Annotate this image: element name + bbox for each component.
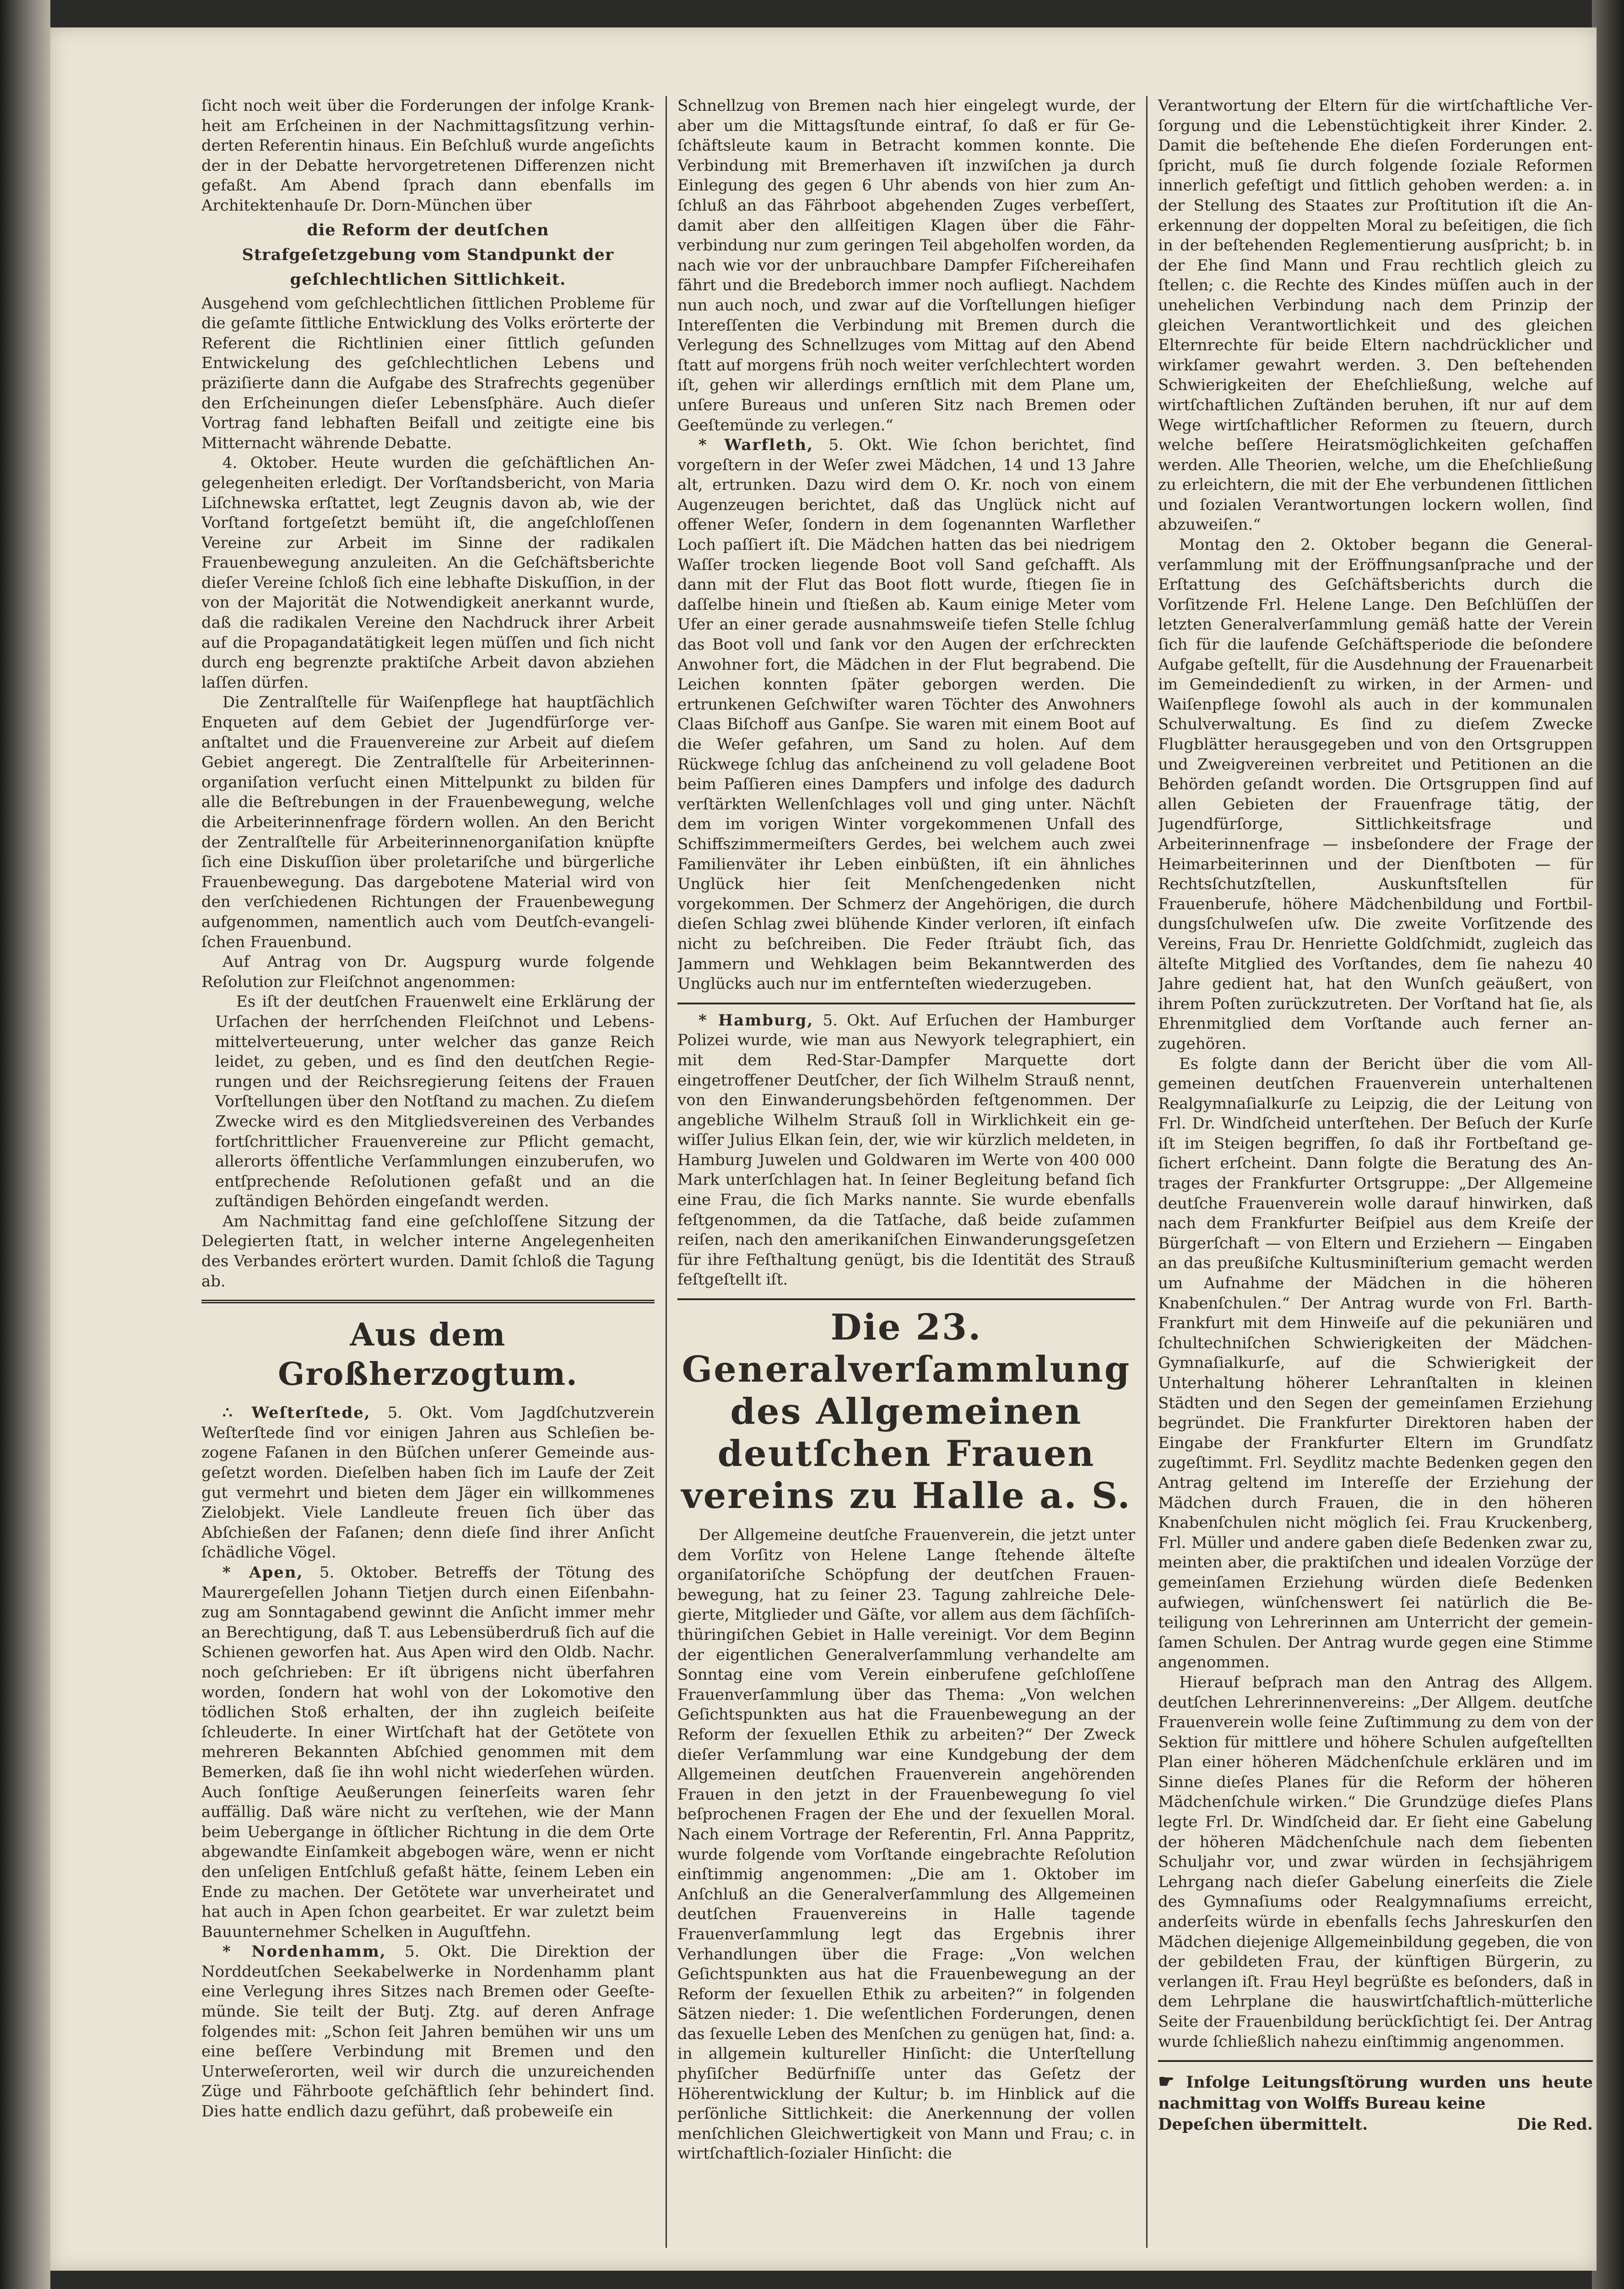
article-headline-line-1: Die 23. Generalverſammlung [682,1307,1131,1391]
paragraph: Hierauf beſprach man den Antrag des Allgem. deutſchen Lehrerinnenvereins: „Der Allgem. deutſche Frauenverein wolle ſeine Zuſtimmung zu dem von der Sektion für mittlere und höhere Schulen aufgeſtellten Plan einer höheren Mädchenſchule erklären und im Sinne dieſes Planes für die Reform der höheren Mädchenſchule wirken.“ Die Grundzüge dieſes Plans legte Frl. Dr. Windſcheid dar. Er ſieht eine Gabelung der höheren Mädchenſchule nach dem ſiebenten Schuljahr vor, und zwar würden in ſechsjährigem Lehrgang nach dieſer Gabelung einerſeits die Ziele des Gymnaſiums oder Realgymnaſiums erreicht, anderſeits würde in ebenfalls ſechs Jahreskurſen den Mädchen diejenige Allgemeinbildung gegeben, die von der gebildeten Frau, der künftigen Bürgerin, zu verlangen iſt. Frau Heyl begrüßte es beſonders, daß in dem Lehrplane die hauswirtſchaftlich-mütterliche Seite der Frauenbildung berückſichtigt ſei. Der Antrag wurde ſchließlich nahezu einſtimmig angenommen. [1158,1673,1593,2051]
item-divider [677,1003,1135,1004]
news-item-text: 5. Oktober. Betreffs der Tötung des Maurergeſellen Johann Tietjen durch einen Eiſenbahnzug am Sonntagabend gewinnt die Anſicht immer mehr an Berechtigung, daß T. aus Lebensüberdruß ſich auf die Schienen geworfen hat. Aus Apen wird den Oldb. Nachr. noch geſchrieben: Er iſt übrigens nicht überfahren worden, ſondern hat wohl von der Lokomotive den tödlichen Stoß erhalten, der ihn zugleich beiſeite ſchleuderte. In einer Wirtſchaft hat der Getötete von mehreren Bekannten Abſchied genommen mit dem Bemerken, daß ſie ihn wohl nicht wiederſehen würden. Auch ſonſtige Aeußerungen ſeinerſeits waren ſehr auffällig. Daß wäre nicht zu verſtehen, wie der Mann beim Uebergange in öſtlicher Richtung in die dem Orte abgewandte Einſamkeit abgebogen wäre, wenn er nicht den unſeligen Entſchluß gefaßt hätte, ſeinem Leben ein Ende zu machen. Der Getötete war unverheiratet und hat auch in Apen ſchon gearbeitet. Er war zuletzt beim Bauunternehmer Schelken in Auguſtfehn. [201,1563,655,1941]
news-item-text: 5. Okt. Vom Jagdſchutzverein Weſterſtede ſind vor einigen Jahren aus Schleſien bezogene Faſanen in den Büſchen unſerer Gemeinde ausgeſetzt worden. Dieſelben haben ſich im Laufe der Zeit gut vermehrt und bieten dem Jäger ein willkommenes Zielobjekt. Viele Landleute freuen ſich über das Abſchießen der Faſanen; denn dieſe ſind ihrer Anſicht ſchädliche Vögel. [201,1404,655,1562]
pointing-hand-icon: ☛ [1158,2071,1175,2093]
article-continuation: Verantwortung der Eltern für die wirtſchaftliche Verſorgung und die Lebenstüchtigkeit ihrer Kinder. 2. Damit die beſtehende Ehe dieſen Forderungen entſpricht, muß ſie durch folgende ſoziale Reformen innerlich gefeſtigt und ſittlich gehoben werden: a. in der Stellung des Staates zur Proſtitution iſt die Anerkennung der doppelten Moral zu beſeitigen, die ſich in der beſtehenden Reglementierung ausſpricht; b. in der Ehe ſind Mann und Frau rechtlich gleich zu ſtellen; c. die Rechte des Kindes müſſen auch in der unehelichen Verbindung nach dem Prinzip der gleichen Verantwortlichkeit und des gleichen Elternrechte für beide Eltern nachdrücklicher und wirkſamer gewahrt werden. 3. Den beſtehenden Schwierigkeiten der Eheſchließung, welche auf wirtſchaftlichen Zuſtänden beruhen, iſt nur auf dem Wege wirtſchaftlicher Reformen zu ſteuern, durch welche beſſere Heiratsmöglichkeiten geſchaffen werden. Alle Theorien, welche, um die Eheſchließung zu erleichtern, die mit der Ehe verbundenen ſittlichen und ſozialen Verantwortungen lockern wollen, ſind abzuweiſen.“ [1158,97,1593,534]
article-headline-line-3: vereins zu Halle a. S. [681,1475,1131,1517]
dateline-warfleth: * Warfleth, [698,436,813,455]
lecture-title-line-1: die Reform der deutſchen [307,220,549,239]
paragraph: Ausgehend vom geſchlechtlichen ſittlichen Probleme für die geſamte ſittliche Entwicklung des Volks erörterte der Referent die Richtlinien einer ſittlich geſunden Entwickelung des geſchlechtlichen Lebens und präziſierte dann die Aufgabe des Strafrechts gegenüber den Erſcheinungen dieſer Lebensſphäre. Auch dieſer Vortrag fand lebhaften Beifall und zeitigte eine bis Mitternacht währende Debatte. [201,294,655,452]
dateline-westerstede: ∴ Weſterſtede, [222,1404,371,1422]
editor-signature: Die Red. [1516,2115,1593,2134]
article-headline-line-2: des Allgemeinen deutſchen Frauen [717,1391,1095,1475]
paragraph: 4. Oktober. Heute wurden die geſchäftlichen Angelegenheiten erledigt. Der Vorſtandsbericht, von Maria Liſchnewska erſtattet, legt Zeugnis davon ab, wie der Vorſtand fortgeſetzt bemüht iſt, die angeſchloſſenen Vereine zur Arbeit im Sinne der radikalen Frauenbewegung anzuleiten. An die Geſchäftsberichte dieſer Vereine ſchloß ſich eine lebhafte Diskuſſion, in der von der Majorität die Notwendigkeit anerkannt wurde, daß die radikalen Vereine den Nachdruck ihrer Arbeit auf die Propagandatätigkeit legen müſſen und ſich nicht durch eng begrenzte praktiſche Arbeit davon abziehen laſſen dürfen. [201,454,655,692]
paragraph: Montag den 2. Oktober begann die Generalverſammlung mit der Eröffnungsanſprache und der Erſtattung des Geſchäftsberichts durch die Vorſitzende Frl. Helene Lange. Den Beſchlüſſen der letzten Generalverſammlung gemäß hatte der Verein ſich für die laufende Geſchäftsperiode die beſondere Aufgabe geſtellt, für die Ausdehnung der Frauenarbeit im Gemeindedienſt zu wirken, in der Armen- und Waiſenpflege ſowohl als auch in der kommunalen Schulverwaltung. Es ſind zu dieſem Zwecke Flugblätter herausgegeben und von den Ortsgruppen und Zweigvereinen verbreitet und Petitionen an die Behörden geſandt worden. Die Ortsgruppen ſind auf allen Gebieten der Frauenfrage tätig, der Jugendfürſorge, Sittlichkeitsfrage und Arbeiterinnenfrage — insbeſondere der Frage der Heimarbeiterinnen und der Dienſtboten — für Rechtsſchutzſtellen, Auskunftsſtellen für Frauenberufe, höhere Mädchenbildung und Fortbildungsſchulweſen uſw. Die zweite Vorſitzende des Vereins, Frau Dr. Henriette Goldſchmidt, zugleich das älteſte Mitglied des Vorſtandes, dem ſie nahezu 40 Jahre gedient hat, hat den Wunſch geäußert, von ihrem Poſten zurückzutreten. Der Vorſtand hat ſie, als Ehrenmitglied dem Vorſtande auch ferner anzugehören. [1158,536,1593,1053]
editorial-notice [1158,2071,1593,2114]
column-3 [1158,96,1593,2248]
column-rule [1146,96,1148,2248]
paragraph: Auf Antrag von Dr. Augspurg wurde folgende Reſolution zur Fleiſchnot angenommen: [201,953,655,991]
dateline-apen: * Apen, [222,1563,303,1582]
news-item-text: 5. Okt. Die Direktion der Norddeutſchen Seekabelwerke in Nordenhamm plant eine Verlegung ihres Sitzes nach Bremen oder Geeſtemünde. Sie teilt der Butj. Ztg. auf deren Anfrage folgendes mit: „Schon ſeit Jahren bemühen wir uns um eine beſſere Verbindung mit Bremen und den Unterweſerorten, weil wir durch die unzureichenden Züge und Fährboote geſchäftlich ſehr behindert ſind. Dies hatte endlich dazu geführt, daß probeweiſe ein [201,1942,655,2121]
column-1 [201,96,655,2248]
lecture-title-line-3: geſchlechtlichen Sittlichkeit. [290,270,566,289]
item-divider [1158,2060,1593,2062]
notice-last-line: Depeſchen übermittelt. [1158,2115,1368,2134]
resolution-text: Es iſt der deutſchen Frauenwelt eine Erklärung der Urſachen der herrſchenden Fleiſchnot und Lebensmittelverteuerung, unter welcher das ganze Reich leidet, zu geben, und es ſind den deutſchen Regierungen und der Reichsregierung ſeitens der Frauen Vorſtellungen über den Notſtand zu machen. Zu dieſem Zwecke wird es den Mitgliedsvereinen des Verbandes fortſchrittlicher Frauenvereine zur Pflicht gemacht, allerorts öffentliche Verſammlungen einzuberufen, wo entſprechende Reſolutionen gefaßt und an die zuſtändigen Behörden eingeſandt werden. [215,993,655,1211]
dateline-nordenhamm: * Nordenhamm, [222,1942,386,1961]
section-heading: Aus dem Großherzogtum. [278,1317,578,1393]
news-item-text: 5. Okt. Wie ſchon berichtet, ſind vorgeſtern in der Weſer zwei Mädchen, 14 und 13 Jahre alt, ertrunken. Dazu wird dem O. Kr. noch von einem Augenzeugen berichtet, daß das Unglück nicht auf offener Weſer, ſondern in dem ſogenannten Warflether Loch paſſiert iſt. Die Mädchen hatten das bei niedrigem Waſſer trocken liegende Boot voll Sand geſchafft. Als dann mit der Flut das Boot flott wurde, ſtiegen ſie in daſſelbe hinein und ſtießen ab. Kaum einige Meter vom Ufer an einer gerade ausnahmsweiſe tiefen Stelle ſchlug das Boot voll und ſank vor den Augen der erſchreckten Anwohner fort, die Mädchen in der Flut begrabend. Die Leichen konnten ſpäter geborgen werden. Die ertrunkenen Geſchwiſter waren Töchter des Anwohners Claas Biſchoff aus Ganſpe. Sie waren mit einem Boot auf die Weſer gefahren, um Sand zu holen. Auf dem Rückwege ſchlug das anſcheinend zu voll geladene Boot beim Paſſieren eines Dampfers und infolge des dadurch verſtärkten Wellenſchlages voll und ging unter. Nächſt dem im vorigen Winter vorgekommenen Unfall des Schiffszimmermeiſters Gerdes, bei welchem auch zwei Familienväter ihr Leben einbüßten, iſt ein ähnliches Unglück hier ſeit Menſchengedenken nicht vorgekommen. Der Schmerz der Angehörigen, die durch dieſen Schlag zwei blühende Kinder verloren, iſt einfach nicht zu beſchreiben. Die Feder ſträubt ſich, das Jammern und Wehklagen beim Bekanntwerden des Unglücks auch nur im entfernteſten wiederzugeben. [677,436,1135,993]
paragraph: Der Allgemeine deutſche Frauenverein, die jetzt unter dem Vorſitz von Helene Lange ſtehende älteſte organiſatoriſche Schöpfung der deutſchen Frauenbewegung, hat zu ſeiner 23. Tagung zahlreiche Delegierte, Mitglieder und Gäſte, vor allem aus dem ſächſiſch-thüringiſchen Gebiet in Halle vereinigt. Vor dem Beginn der eigentlichen Generalverſammlung verhandelte am Sonntag eine vom Verein einberufene geſchloſſene Frauenverſammlung über das Thema: „Von welchen Geſichtspunkten aus hat die Frauenbewegung an der Reform der ſexuellen Ethik zu arbeiten?“ Der Zweck dieſer Verſammlung war eine Kundgebung der dem Allgemeinen deutſchen Frauenverein angehörenden Frauen in den jetzt in der Frauenbewegung ſo viel beſprochenen Fragen der Ehe und der ſexuellen Moral. Nach einem Vortrage der Referentin, Frl. Anna Pappritz, wurde folgende vom Vorſtande eingebrachte Reſolution einſtimmig angenommen: „Die am 1. Oktober im Anſchluß an die Generalverſammlung des Allgemeinen deutſchen Frauenvereins in Halle tagende Frauenverſammlung legt das Ergebnis ihrer Verhandlungen über die Frage: „Von welchen Geſichtspunkten aus hat die Frauenbewegung an der Reform der ſexuellen Ethik zu arbeiten?“ in folgenden Sätzen nieder: 1. Die weſentlichen Forderungen, denen das ſexuelle Leben des Menſchen zu genügen hat, ſind: a. in allgemein kultureller Hinſicht: die Unterſtellung phyſiſcher Bedürfniſſe unter das Geſetz der Höherentwicklung der Kultur; b. im Hinblick auf die perſönliche Sittlichkeit: die Anerkennung der vollen menſchlichen Gleichwertigkeit von Mann und Frau; c. in wirtſchaftlich-ſozialer Hinſicht: die [677,1526,1135,2163]
dateline-hamburg: * Hamburg, [698,1011,814,1030]
paragraph: Es folgte dann der Bericht über die vom Allgemeinen deutſchen Frauenverein unterhaltenen Realgymnaſialkurſe zu Leipzig, die der Leitung von Frl. Dr. Windſcheid unterſtehen. Der Beſuch der Kurſe iſt im Steigen begriffen, ſo daß ihr Fortbeſtand geſichert erſcheint. Dann folgte die Beratung des Antrages der Frankfurter Ortsgruppe: „Der Allgemeine deutſche Frauenverein wolle darauf hinwirken, daß nach dem Frankfurter Beiſpiel aus dem Kreiſe der Bürgerſchaft — von Eltern und Erziehern — Eingaben an das preußiſche Kultusminiſterium gemacht werden um Aufnahme der Mädchen in die höheren Knabenſchulen.“ Der Antrag wurde von Frl. Barth-Frankfurt mit dem Hinweiſe auf die pekuniären und ſchultechniſchen Schwierigkeiten der Mädchen-Gymnaſialkurſe, auf die Schwierigkeit der Unterhaltung höherer Lehranſtalten in kleinen Städten und den Segen der gemeinſamen Erziehung begründet. Die Frankfurter Direktoren haben der Eingabe der Frankfurter Eltern im Grundſatz zugeſtimmt. Frl. Seydlitz machte Bedenken gegen den Antrag geltend im Intereſſe der Erziehung der Mädchen durch Frauen, die in den höheren Knabenſchulen nicht möglich ſei. Frau Kruckenberg, Frl. Müller und andere gaben dieſe Bedenken zwar zu, meinten aber, die praktiſchen und idealen Vorzüge der gemeinſamen Erziehung würden dieſe Bedenken aufwiegen, wünſchenswert ſei natürlich die Beteiligung von Lehrerinnen am Unterricht der gemeinſamen Schulen. Der Antrag wurde gegen eine Stimme angenommen. [1158,1054,1593,1672]
column-rule [666,96,667,2248]
column-2 [677,96,1135,2248]
notice-text: Infolge Leitungsſtörung wurden uns heute nachmittag von Wolffs Bureau keine [1158,2073,1593,2113]
section-divider [201,1300,655,1303]
page-content [201,96,1593,2257]
article-continuation: ſicht noch weit über die Forderungen der infolge Krankheit am Erſcheinen in der Nachmittagsſitzung verhinderten Referentin hinaus. Ein Beſchluß wurde angeſichts der in der Debatte hervorgetretenen Differenzen nicht gefaßt. Am Abend ſprach dann ebenfalls im Architektenhauſe Dr. Dorn-München über [201,97,655,215]
page-right-edge [1592,0,1624,2289]
article-continuation: Schnellzug von Bremen nach hier eingelegt wurde, der aber um die Mittagsſtunde eintraf, ſo daß er für Geſchäftsleute kaum in Betracht kommen konnte. Die Verbindung mit Bremerhaven iſt inzwiſchen ja durch Einlegung des gegen 6 Uhr abends von hier zum Anſchluß an das Fährboot abgehenden Zuges verbeſſert, damit aber den allſeitigen Klagen über die Fährverbindung nur zum geringen Teil abgeholfen worden, da nach wie vor der unbrauchbare Dampfer Fiſchereihafen fährt und die Bredeborch immer noch aufliegt. Nachdem nun auch noch, und zwar auf die Vorſtellungen hieſiger Intereſſenten die Verbindung mit Bremen durch die Verlegung des Schnellzuges vom Mittag auf den Abend ſtatt auf morgens früh noch weiter verſchlechtert worden iſt, gehen wir allerdings ernſtlich mit dem Plane um, unſere Bureaus und unſeren Sitz nach Bremen oder Geeſtemünde zu verlegen.“ [677,97,1135,434]
lecture-title-line-2: Strafgeſetzgebung vom Standpunkt der [242,245,614,264]
item-divider [677,1298,1135,1300]
book-spine-edge [0,0,50,2289]
paragraph: Die Zentralſtelle für Waiſenpflege hat hauptſächlich Enqueten auf dem Gebiet der Jugendfürſorge veranſtaltet und die Frauenvereine zur Arbeit auf dieſem Gebiet angeregt. Die Zentralſtelle für Arbeiterinnenorganiſation verſucht einen Mittelpunkt zu bilden für alle die Beſtrebungen in der Frauenbewegung, welche die Arbeiterinnenfrage fördern wollen. An den Bericht der Zentralſtelle für Arbeiterinnenorganiſation knüpfte ſich eine Diskuſſion über proletariſche und bürgerliche Frauenbewegung. Das dargebotene Material wird von den verſchiedenen Richtungen der Frauenbewegung aufgenommen, namentlich auch vom Deutſch-evangeliſchen Frauenbund. [201,693,655,951]
news-item-text: 5. Okt. Auf Erſuchen der Hamburger Polizei wurde, wie man aus Newyork telegraphiert, ein mit dem Red-Star-Dampfer Marquette dort eingetroffener Deutſcher, der ſich Wilhelm Strauß nennt, von den Einwanderungsbehörden feſtgenommen. Der angebliche Wilhelm Strauß ſoll in Wirklichkeit ein gewiſſer Julius Elkan ſein, der, wie wir kürzlich meldeten, in Hamburg Juwelen und Goldwaren im Werte von 400 000 Mark unterſchlagen hat. In ſeiner Begleitung befand ſich eine Frau, die ſich Marks nannte. Sie wurde ebenfalls feſtgenommen, da die Tatſache, daß beide zuſammen reiſen, nach den amerikaniſchen Einwanderungsgeſetzen für ihre Feſthaltung genügt, bis die Identität des Strauß feſtgeſtellt iſt. [677,1011,1135,1289]
notice-footer [1158,2114,1593,2135]
paragraph: Am Nachmittag fand eine geſchloſſene Sitzung der Delegierten ſtatt, in welcher interne Angelegenheiten des Verbandes erörtert wurden. Damit ſchloß die Tagung ab. [201,1212,655,1291]
newspaper-page [50,27,1597,2271]
